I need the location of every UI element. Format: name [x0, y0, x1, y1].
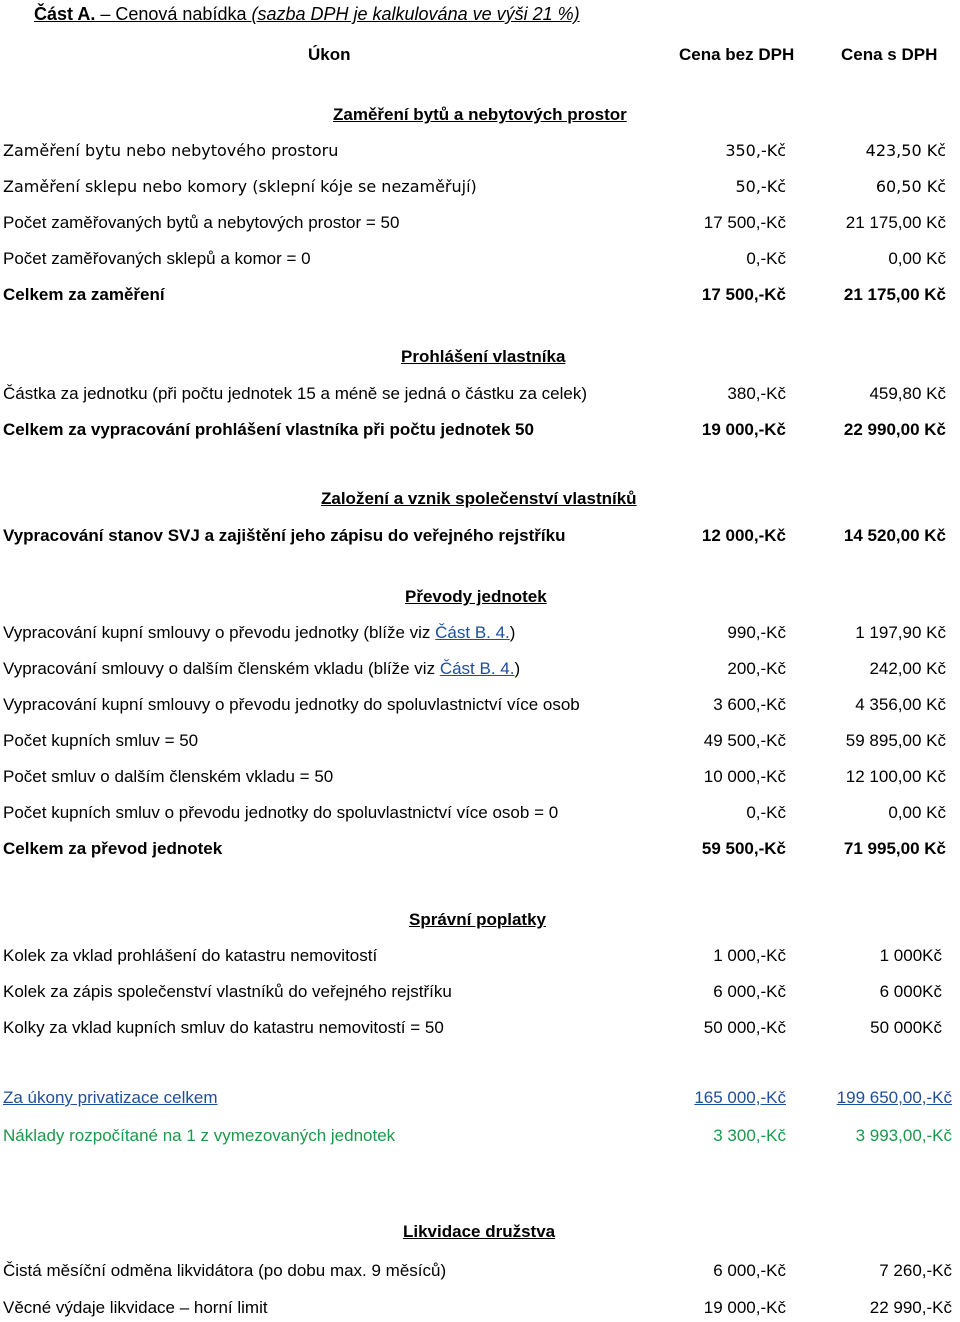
price-without-vat: 50 000,-Kč: [703, 1018, 786, 1037]
table-row: [0, 213, 960, 237]
row-label: Celkem za vypracování prohlášení vlastníka při počtu jednotek 50: [3, 420, 534, 439]
total-row: [0, 839, 960, 863]
table-row: [0, 803, 960, 827]
table-row: [0, 141, 960, 165]
row-label: Zaměření sklepu nebo komory (sklepní kóje se nezaměřují): [3, 177, 477, 196]
price-with-vat: 242,00 Kč: [869, 659, 946, 678]
price-without-vat: 59 500,-Kč: [701, 839, 786, 858]
total-row: [0, 420, 960, 444]
row-label: Počet kupních smluv = 50: [3, 731, 199, 750]
row-label-text: ): [509, 623, 516, 642]
title-note: (sazba DPH je kalkulována ve výši 21 %): [251, 4, 580, 24]
table-row: [0, 623, 960, 647]
row-label-text: Vypracování kupní smlouvy o převodu jednotky (blíže viz: [3, 623, 436, 642]
price-with-vat: 50 000Kč: [870, 1018, 942, 1037]
price-without-vat: 49 500,-Kč: [703, 731, 786, 750]
row-label-text: ): [514, 659, 521, 678]
price-with-vat: 423,50 Kč: [865, 141, 946, 160]
price-with-vat: 1 197,90 Kč: [855, 623, 946, 642]
header-ukon: Úkon: [308, 45, 351, 64]
table-row: [0, 946, 960, 970]
price-with-vat: 71 995,00 Kč: [843, 839, 946, 858]
section-zalozeni: Založení a vznik společenství vlastníků: [321, 489, 637, 508]
price-with-vat: 459,80 Kč: [869, 384, 946, 403]
table-row: [0, 1018, 960, 1042]
row-label: Kolek za vklad prohlášení do katastru nemovitostí: [3, 946, 378, 965]
table-row: [0, 1298, 960, 1322]
header-price-with-vat: Cena s DPH: [841, 45, 938, 64]
price-with-vat: 4 356,00 Kč: [855, 695, 946, 714]
price-with-vat: 0,00 Kč: [888, 803, 946, 822]
total-row: [0, 526, 960, 550]
price-without-vat: 12 000,-Kč: [701, 526, 786, 545]
price-without-vat: 380,-Kč: [727, 384, 786, 403]
price-without-vat: 0,-Kč: [746, 803, 786, 822]
price-with-vat: 22 990,-Kč: [869, 1298, 952, 1317]
reference-link[interactable]: Část B. 4.: [435, 623, 510, 642]
row-label: Vypracování kupní smlouvy o převodu jednotky do spoluvlastnictví více osob: [3, 695, 580, 714]
price-without-vat[interactable]: 165 000,-Kč: [694, 1088, 786, 1107]
row-label: Náklady rozpočítané na 1 z vymezovaných jednotek: [3, 1126, 396, 1145]
price-without-vat: 6 000,-Kč: [713, 982, 786, 1001]
price-with-vat: 1 000Kč: [879, 946, 942, 965]
table-row: [0, 695, 960, 719]
price-without-vat: 200,-Kč: [727, 659, 786, 678]
row-label: Zaměření bytu nebo nebytového prostoru: [3, 141, 339, 160]
row-label-text: Vypracování smlouvy o dalším členském vkladu (blíže viz: [3, 659, 440, 678]
table-row: [0, 384, 960, 408]
price-with-vat: 21 175,00 Kč: [845, 213, 946, 232]
price-without-vat: 0,-Kč: [746, 249, 786, 268]
section-poplatky: Správní poplatky: [409, 910, 546, 929]
total-row: [0, 285, 960, 309]
row-label[interactable]: Za úkony privatizace celkem: [3, 1088, 218, 1107]
table-row: [0, 1261, 960, 1285]
row-label: [3, 623, 515, 643]
row-label: Celkem za převod jednotek: [3, 839, 223, 858]
reference-link[interactable]: Část B. 4.: [439, 659, 515, 678]
price-without-vat: 17 500,-Kč: [701, 285, 786, 304]
price-with-vat: 59 895,00 Kč: [845, 731, 946, 750]
price-with-vat: 3 993,00,-Kč: [855, 1126, 952, 1145]
row-label: Celkem za zaměření: [3, 285, 165, 304]
price-with-vat: 7 260,-Kč: [879, 1261, 952, 1280]
price-with-vat: 60,50 Kč: [875, 177, 946, 196]
price-without-vat: 990,-Kč: [727, 623, 786, 642]
row-label: [3, 659, 520, 679]
price-without-vat: 1 000,-Kč: [713, 946, 786, 965]
table-row: [0, 767, 960, 791]
price-without-vat: 6 000,-Kč: [713, 1261, 786, 1280]
row-label: Věcné výdaje likvidace – horní limit: [3, 1298, 268, 1317]
table-row: [0, 177, 960, 201]
price-without-vat: 50,-Kč: [735, 177, 786, 196]
section-likvidace: Likvidace družstva: [403, 1222, 556, 1241]
price-with-vat: 0,00 Kč: [888, 249, 946, 268]
price-with-vat: 14 520,00 Kč: [843, 526, 946, 545]
table-row: [0, 982, 960, 1006]
header-price-without-vat: Cena bez DPH: [679, 45, 795, 64]
section-prohlaseni: Prohlášení vlastníka: [401, 347, 566, 366]
price-without-vat: 19 000,-Kč: [703, 1298, 786, 1317]
title-part: Část A.: [34, 4, 96, 24]
section-zamereni: Zaměření bytů a nebytových prostor: [333, 105, 627, 124]
section-prevody: Převody jednotek: [405, 587, 547, 606]
row-label: Kolek za zápis společenství vlastníků do veřejného rejstříku: [3, 982, 452, 1001]
grand-total-row[interactable]: [0, 1088, 960, 1112]
table-row: [0, 659, 960, 683]
title-dash: – Cenová nabídka: [95, 4, 252, 24]
table-row: [0, 249, 960, 273]
row-label: Počet kupních smluv o převodu jednotky do spoluvlastnictví více osob = 0: [3, 803, 559, 822]
price-with-vat[interactable]: 199 650,00,-Kč: [836, 1088, 952, 1107]
price-with-vat: 6 000Kč: [879, 982, 942, 1001]
row-label: Kolky za vklad kupních smluv do katastru nemovitostí = 50: [3, 1018, 444, 1037]
per-unit-cost-row: [0, 1126, 960, 1150]
row-label: Čistá měsíční odměna likvidátora (po dobu max. 9 měsíců): [3, 1261, 447, 1280]
price-without-vat: 3 300,-Kč: [713, 1126, 786, 1145]
table-row: [0, 731, 960, 755]
price-with-vat: 22 990,00 Kč: [843, 420, 946, 439]
row-label: Počet zaměřovaných sklepů a komor = 0: [3, 249, 311, 268]
price-without-vat: 19 000,-Kč: [701, 420, 786, 439]
price-without-vat: 3 600,-Kč: [713, 695, 786, 714]
row-label: Částka za jednotku (při počtu jednotek 15 a méně se jedná o částku za celek): [3, 384, 588, 403]
price-without-vat: 350,-Kč: [725, 141, 786, 160]
document-title: [34, 4, 580, 25]
price-with-vat: 12 100,00 Kč: [845, 767, 946, 786]
price-without-vat: 10 000,-Kč: [703, 767, 786, 786]
row-label: Počet smluv o dalším členském vkladu = 50: [3, 767, 334, 786]
price-without-vat: 17 500,-Kč: [703, 213, 786, 232]
price-with-vat: 21 175,00 Kč: [843, 285, 946, 304]
row-label: Počet zaměřovaných bytů a nebytových prostor = 50: [3, 213, 400, 232]
row-label: Vypracování stanov SVJ a zajištění jeho zápisu do veřejného rejstříku: [3, 526, 566, 545]
